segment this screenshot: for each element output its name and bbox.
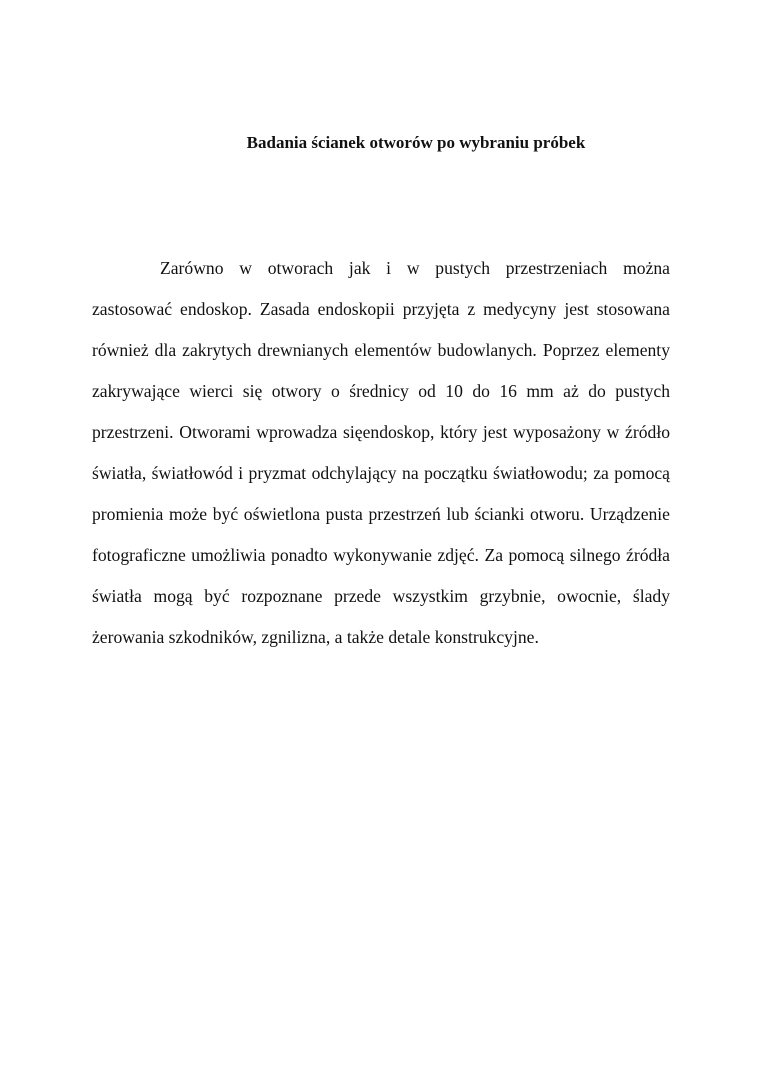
paragraph-line: zakrywające wierci się otwory o średnicy od 10 do 16 mm aż do pustych [92, 381, 670, 401]
paragraph-line: zastosować endoskop. Zasada endoskopii przyjęta z medycyny jest stosowana [92, 299, 670, 319]
paragraph-line: promienia może być oświetlona pusta przestrzeń lub ścianki otworu. Urządzenie [92, 504, 670, 524]
body-paragraph [92, 254, 670, 664]
paragraph-line: przestrzeni. Otworami wprowadza sięendoskop, który jest wyposażony w źródło [92, 422, 670, 442]
document-title: Badania ścianek otworów po wybraniu próbek [246, 133, 586, 152]
paragraph-line: światła, światłowód i pryzmat odchylający na początku światłowodu; za pomocą [92, 463, 670, 483]
paragraph-line: fotograficzne umożliwia ponadto wykonywanie zdjęć. Za pomocą silnego źródła [92, 545, 670, 565]
paragraph-line: również dla zakrytych drewnianych elementów budowlanych. Poprzez elementy [92, 340, 670, 360]
paragraph-line: Zarówno w otworach jak i w pustych przestrzeniach można [160, 258, 670, 278]
paragraph-line: żerowania szkodników, zgnilizna, a także detale konstrukcyjne. [92, 627, 539, 647]
paragraph-line: światła mogą być rozpoznane przede wszystkim grzybnie, owocnie, ślady [92, 586, 670, 606]
